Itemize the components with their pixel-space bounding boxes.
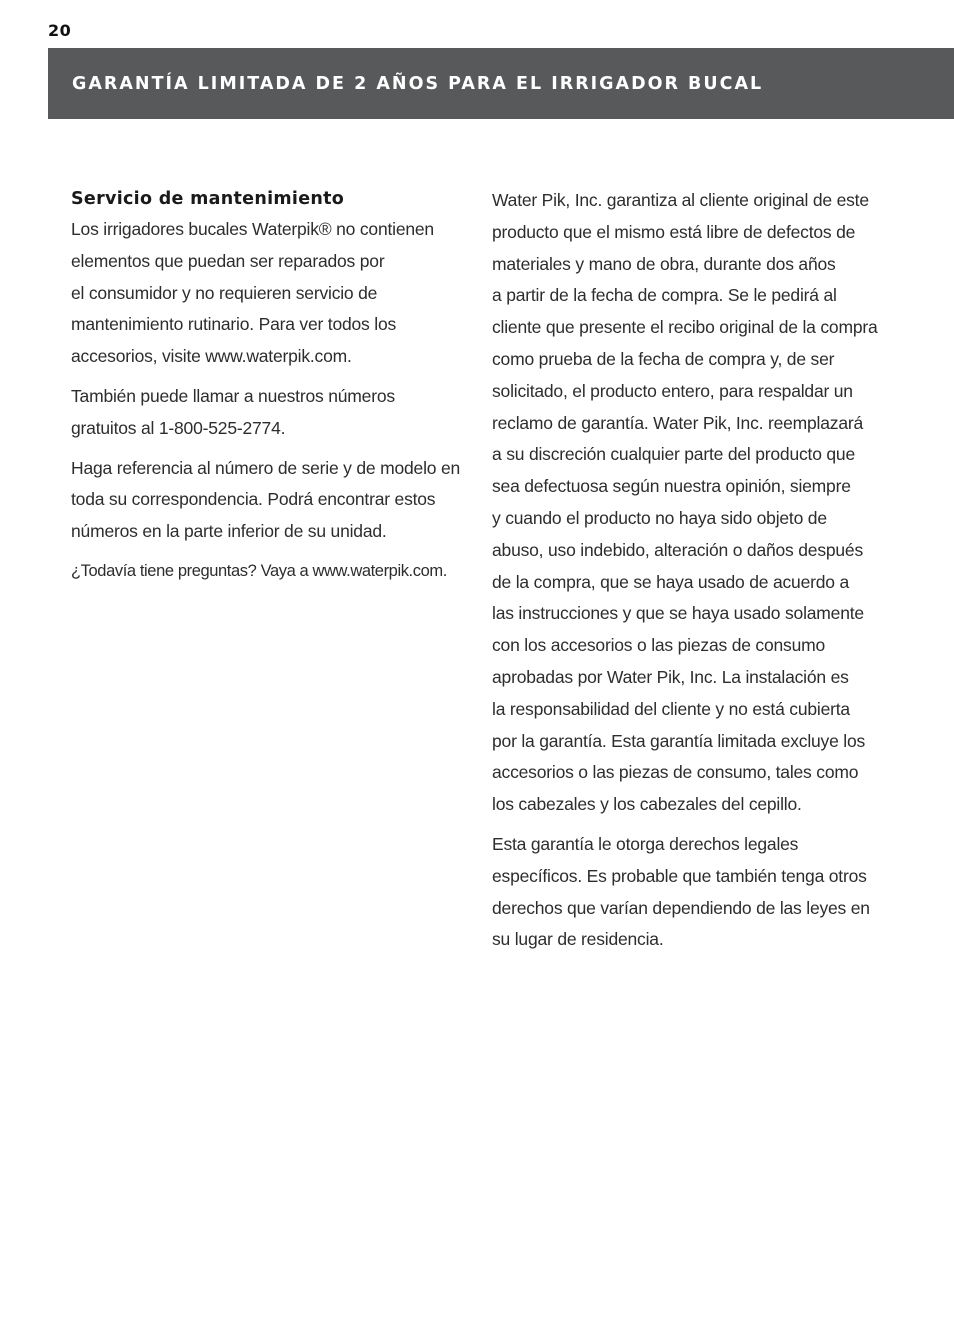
text-line: solicitado, el producto entero, para respaldar un	[492, 380, 853, 401]
text-line: de la compra, que se haya usado de acuerdo a	[492, 571, 850, 592]
text-line: materiales y mano de obra, durante dos años	[492, 253, 836, 274]
text-line: accesorios o las piezas de consumo, tales como	[492, 762, 859, 783]
text-line: También puede llamar a nuestros números	[71, 385, 395, 406]
text-line: números en la parte inferior de su unidad.	[71, 521, 387, 542]
text-line: específicos. Es probable que también tenga otros	[492, 865, 867, 886]
text-line: por la garantía. Esta garantía limitada excluye los	[492, 730, 866, 751]
text-line: sea defectuosa según nuestra opinión, siempre	[492, 476, 851, 497]
page-number: 20	[48, 21, 72, 40]
text-line: abuso, uso indebido, alteración o daños después	[492, 539, 864, 560]
text-line: gratuitos al 1-800-525-2774.	[71, 417, 286, 438]
paragraph-questions	[71, 556, 463, 588]
text-line: Water Pik, Inc. garantiza al cliente original de este	[492, 190, 869, 210]
right-column	[492, 185, 888, 964]
header-bar	[48, 48, 954, 119]
paragraph-maintenance-info	[71, 214, 463, 373]
text-line: la responsabilidad del cliente y no está cubierta	[492, 698, 850, 719]
text-line: Haga referencia al número de serie y de modelo en	[71, 457, 461, 478]
text-line: producto que el mismo está libre de defectos de	[492, 221, 856, 242]
text-line: a su discreción cualquier parte del producto que	[492, 444, 855, 465]
text-line: reclamo de garantía. Water Pik, Inc. reemplazará	[492, 412, 864, 433]
section-heading-maintenance: Servicio de mantenimiento	[71, 189, 345, 209]
text-line: a partir de la fecha de compra. Se le pedirá al	[492, 285, 837, 306]
text-line: toda su correspondencia. Podrá encontrar estos	[71, 489, 436, 510]
paragraph-phone-info	[71, 381, 463, 445]
text-line: cliente que presente el recibo original de la compra	[492, 317, 878, 338]
text-line: los cabezales y los cabezales del cepillo.	[492, 794, 802, 815]
text-line: y cuando el producto no haya sido objeto de	[492, 507, 827, 528]
text-line: aprobadas por Water Pik, Inc. La instalación es	[492, 666, 849, 687]
text-line: su lugar de residencia.	[492, 929, 664, 950]
page-title: GARANTÍA LIMITADA DE 2 AÑOS PARA EL IRRIGADOR BUCAL	[72, 73, 764, 94]
paragraph-warranty-terms	[492, 185, 888, 821]
text-line: elementos que puedan ser reparados por	[71, 250, 385, 271]
text-line: el consumidor y no requieren servicio de	[71, 282, 378, 303]
text-line: mantenimiento rutinario. Para ver todos los	[71, 314, 397, 335]
left-column	[71, 185, 463, 596]
text-line: accesorios, visite www.waterpik.com.	[71, 346, 352, 367]
text-line: con los accesorios o las piezas de consumo	[492, 635, 826, 656]
text-line: ¿Todavía tiene preguntas? Vaya a www.waterpik.com.	[71, 561, 447, 580]
paragraph-serial-info	[71, 453, 463, 548]
text-line: como prueba de la fecha de compra y, de ser	[492, 348, 835, 369]
text-line: Los irrigadores bucales Waterpik® no contienen	[71, 219, 434, 239]
text-line: derechos que varían dependiendo de las leyes en	[492, 897, 870, 918]
text-line: Esta garantía le otorga derechos legales	[492, 833, 799, 854]
paragraph-legal-rights	[492, 829, 888, 956]
text-line: las instrucciones y que se haya usado solamente	[492, 603, 864, 624]
